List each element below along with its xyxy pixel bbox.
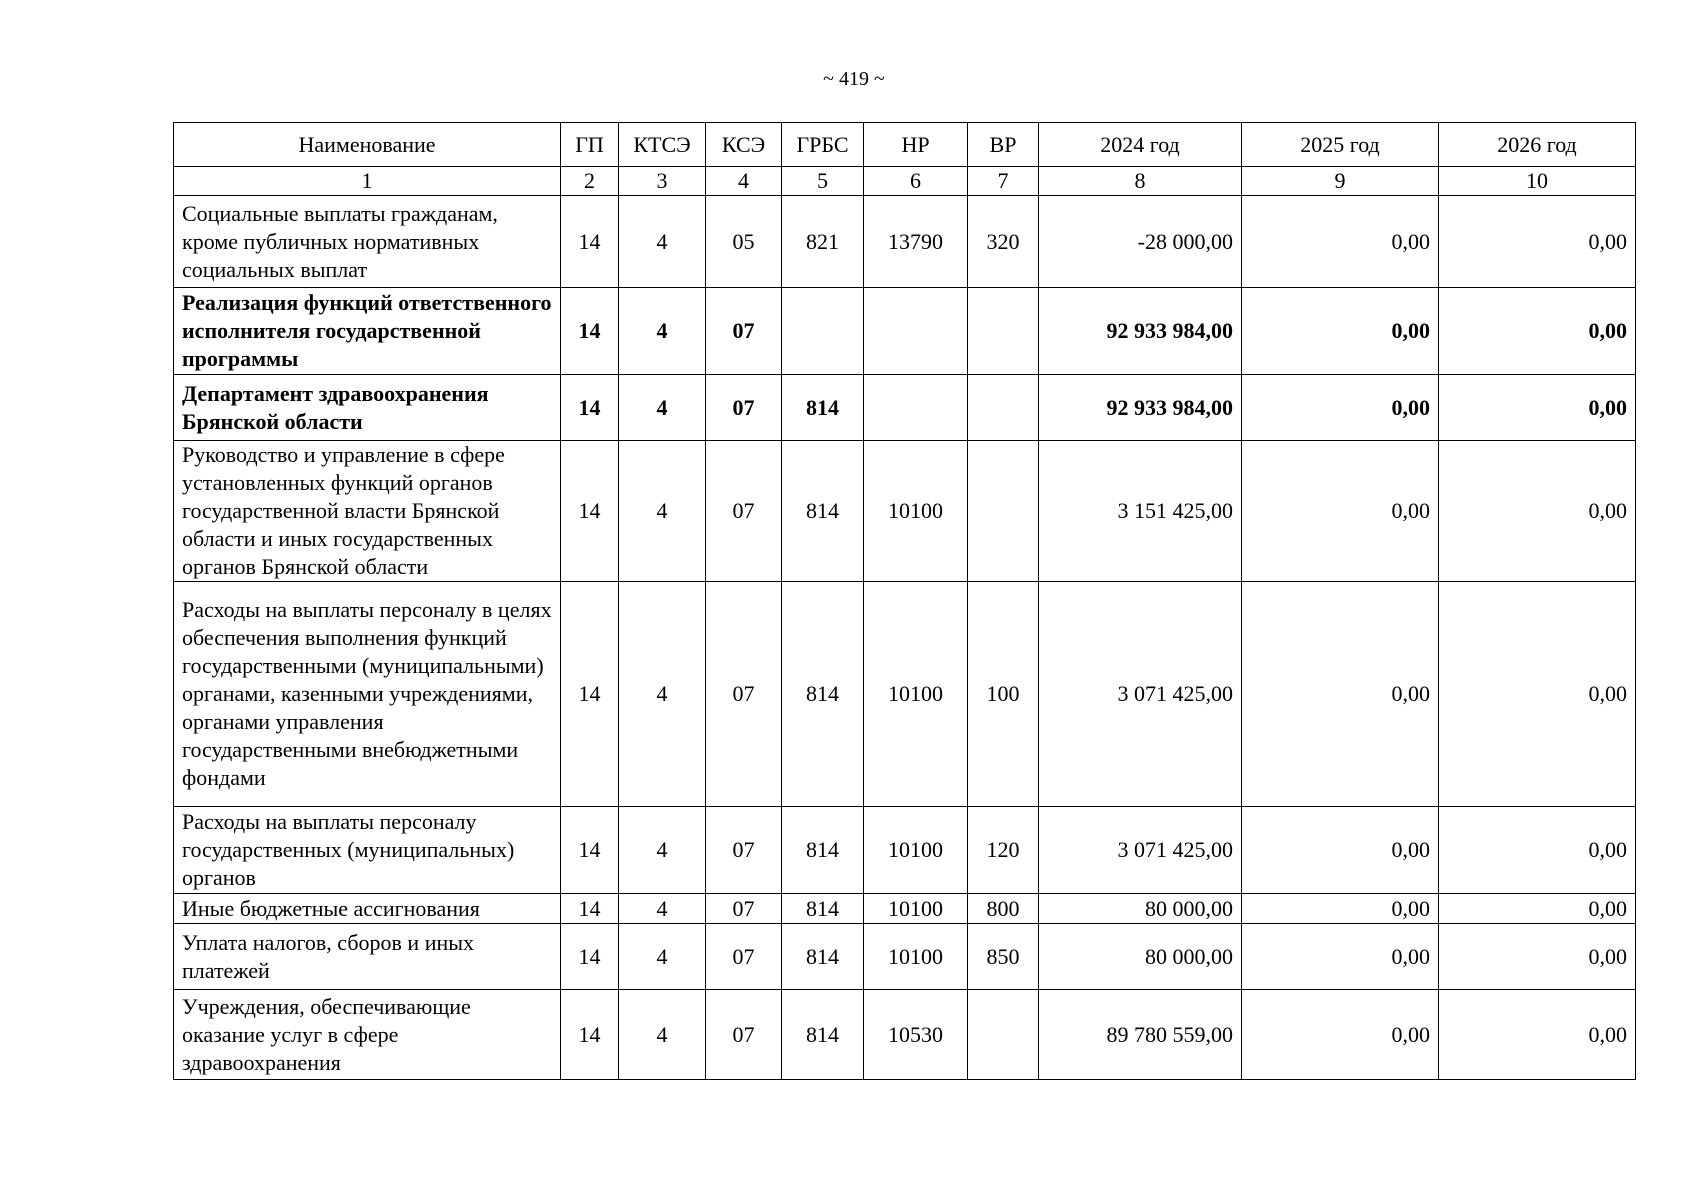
- row-amount-2024: 89 780 559,00: [1039, 990, 1242, 1080]
- row-kse: 07: [706, 894, 782, 924]
- table-row: [174, 807, 1636, 894]
- row-vr: 120: [968, 807, 1039, 894]
- row-ktse: 4: [619, 375, 706, 441]
- row-vr: 800: [968, 894, 1039, 924]
- row-amount-2025: 0,00: [1242, 582, 1439, 807]
- row-name: Социальные выплаты гражданам, кроме публичных нормативных социальных выплат: [174, 196, 561, 288]
- row-gp: 14: [561, 894, 619, 924]
- row-amount-2025: 0,00: [1242, 288, 1439, 375]
- row-amount-2025: 0,00: [1242, 807, 1439, 894]
- row-gp: 14: [561, 990, 619, 1080]
- table-row: [174, 894, 1636, 924]
- row-ktse: 4: [619, 582, 706, 807]
- row-vr: 100: [968, 582, 1039, 807]
- header-gp: ГП: [561, 123, 619, 167]
- header-2024: 2024 год: [1039, 123, 1242, 167]
- table-row: [174, 288, 1636, 375]
- row-grbs: 814: [782, 375, 864, 441]
- table-row: [174, 441, 1636, 582]
- row-amount-2025: 0,00: [1242, 441, 1439, 582]
- row-amount-2026: 0,00: [1439, 990, 1636, 1080]
- column-number: 9: [1242, 167, 1439, 196]
- row-vr: [968, 288, 1039, 375]
- row-amount-2024: 3 071 425,00: [1039, 807, 1242, 894]
- row-amount-2026: 0,00: [1439, 924, 1636, 990]
- header-nr: НР: [864, 123, 968, 167]
- row-kse: 07: [706, 375, 782, 441]
- row-vr: [968, 441, 1039, 582]
- row-amount-2024: 92 933 984,00: [1039, 288, 1242, 375]
- row-gp: 14: [561, 196, 619, 288]
- row-vr: [968, 990, 1039, 1080]
- row-ktse: 4: [619, 196, 706, 288]
- column-number: 2: [561, 167, 619, 196]
- row-gp: 14: [561, 582, 619, 807]
- row-gp: 14: [561, 807, 619, 894]
- row-kse: 07: [706, 924, 782, 990]
- header-name: Наименование: [174, 123, 561, 167]
- table-row: [174, 375, 1636, 441]
- budget-table: [173, 122, 1636, 1080]
- row-amount-2026: 0,00: [1439, 375, 1636, 441]
- row-name: Руководство и управление в сфере установленных функций органов государственной власти Брянской области и иных государственных органов Брянской области: [174, 441, 561, 582]
- row-nr: 10100: [864, 894, 968, 924]
- row-amount-2026: 0,00: [1439, 288, 1636, 375]
- column-number: 10: [1439, 167, 1636, 196]
- column-number: 6: [864, 167, 968, 196]
- row-ktse: 4: [619, 990, 706, 1080]
- header-2026: 2026 год: [1439, 123, 1636, 167]
- table-row: [174, 582, 1636, 807]
- row-amount-2026: 0,00: [1439, 582, 1636, 807]
- row-amount-2025: 0,00: [1242, 924, 1439, 990]
- table-row: [174, 196, 1636, 288]
- header-grbs: ГРБС: [782, 123, 864, 167]
- row-grbs: 814: [782, 807, 864, 894]
- row-vr: 320: [968, 196, 1039, 288]
- header-vr: ВР: [968, 123, 1039, 167]
- row-nr: [864, 375, 968, 441]
- row-amount-2024: -28 000,00: [1039, 196, 1242, 288]
- row-vr: 850: [968, 924, 1039, 990]
- row-amount-2024: 3 151 425,00: [1039, 441, 1242, 582]
- row-kse: 07: [706, 807, 782, 894]
- row-kse: 07: [706, 582, 782, 807]
- row-nr: 10100: [864, 582, 968, 807]
- row-nr: 10100: [864, 924, 968, 990]
- row-amount-2024: 3 071 425,00: [1039, 582, 1242, 807]
- row-grbs: [782, 288, 864, 375]
- column-number: 8: [1039, 167, 1242, 196]
- table-row: [174, 924, 1636, 990]
- row-amount-2024: 92 933 984,00: [1039, 375, 1242, 441]
- column-number-row: [174, 167, 1636, 196]
- row-grbs: 821: [782, 196, 864, 288]
- row-grbs: 814: [782, 441, 864, 582]
- header-kse: КСЭ: [706, 123, 782, 167]
- row-kse: 07: [706, 441, 782, 582]
- row-gp: 14: [561, 441, 619, 582]
- row-amount-2026: 0,00: [1439, 894, 1636, 924]
- row-name: Учреждения, обеспечивающие оказание услуг в сфере здравоохранения: [174, 990, 561, 1080]
- header-row: [174, 123, 1636, 167]
- column-number: 7: [968, 167, 1039, 196]
- header-2025: 2025 год: [1242, 123, 1439, 167]
- row-kse: 05: [706, 196, 782, 288]
- column-number: 4: [706, 167, 782, 196]
- row-ktse: 4: [619, 441, 706, 582]
- row-name: Иные бюджетные ассигнования: [174, 894, 561, 924]
- row-amount-2026: 0,00: [1439, 196, 1636, 288]
- row-amount-2025: 0,00: [1242, 196, 1439, 288]
- row-amount-2025: 0,00: [1242, 990, 1439, 1080]
- row-amount-2024: 80 000,00: [1039, 924, 1242, 990]
- row-name: Расходы на выплаты персоналу в целях обеспечения выполнения функций государственными (муниципальными) органами, казенными учреждениями, органами управления государственными внебюджетными фондами: [174, 582, 561, 807]
- row-vr: [968, 375, 1039, 441]
- table-row: [174, 990, 1636, 1080]
- row-grbs: 814: [782, 924, 864, 990]
- row-nr: 10530: [864, 990, 968, 1080]
- row-ktse: 4: [619, 807, 706, 894]
- row-ktse: 4: [619, 894, 706, 924]
- row-nr: 10100: [864, 441, 968, 582]
- row-ktse: 4: [619, 288, 706, 375]
- row-nr: [864, 288, 968, 375]
- row-amount-2025: 0,00: [1242, 894, 1439, 924]
- row-name: Расходы на выплаты персоналу государственных (муниципальных) органов: [174, 807, 561, 894]
- column-number: 5: [782, 167, 864, 196]
- row-nr: 13790: [864, 196, 968, 288]
- row-amount-2026: 0,00: [1439, 441, 1636, 582]
- row-grbs: 814: [782, 894, 864, 924]
- row-kse: 07: [706, 990, 782, 1080]
- row-amount-2026: 0,00: [1439, 807, 1636, 894]
- row-gp: 14: [561, 288, 619, 375]
- row-amount-2024: 80 000,00: [1039, 894, 1242, 924]
- row-gp: 14: [561, 375, 619, 441]
- column-number: 3: [619, 167, 706, 196]
- row-kse: 07: [706, 288, 782, 375]
- row-name: Реализация функций ответственного исполнителя государственной программы: [174, 288, 561, 375]
- row-nr: 10100: [864, 807, 968, 894]
- row-gp: 14: [561, 924, 619, 990]
- column-number: 1: [174, 167, 561, 196]
- page-number: ~ 419 ~: [823, 68, 885, 90]
- row-amount-2025: 0,00: [1242, 375, 1439, 441]
- header-ktse: КТСЭ: [619, 123, 706, 167]
- row-name: Уплата налогов, сборов и иных платежей: [174, 924, 561, 990]
- row-ktse: 4: [619, 924, 706, 990]
- row-name: Департамент здравоохранения Брянской области: [174, 375, 561, 441]
- row-grbs: 814: [782, 990, 864, 1080]
- row-grbs: 814: [782, 582, 864, 807]
